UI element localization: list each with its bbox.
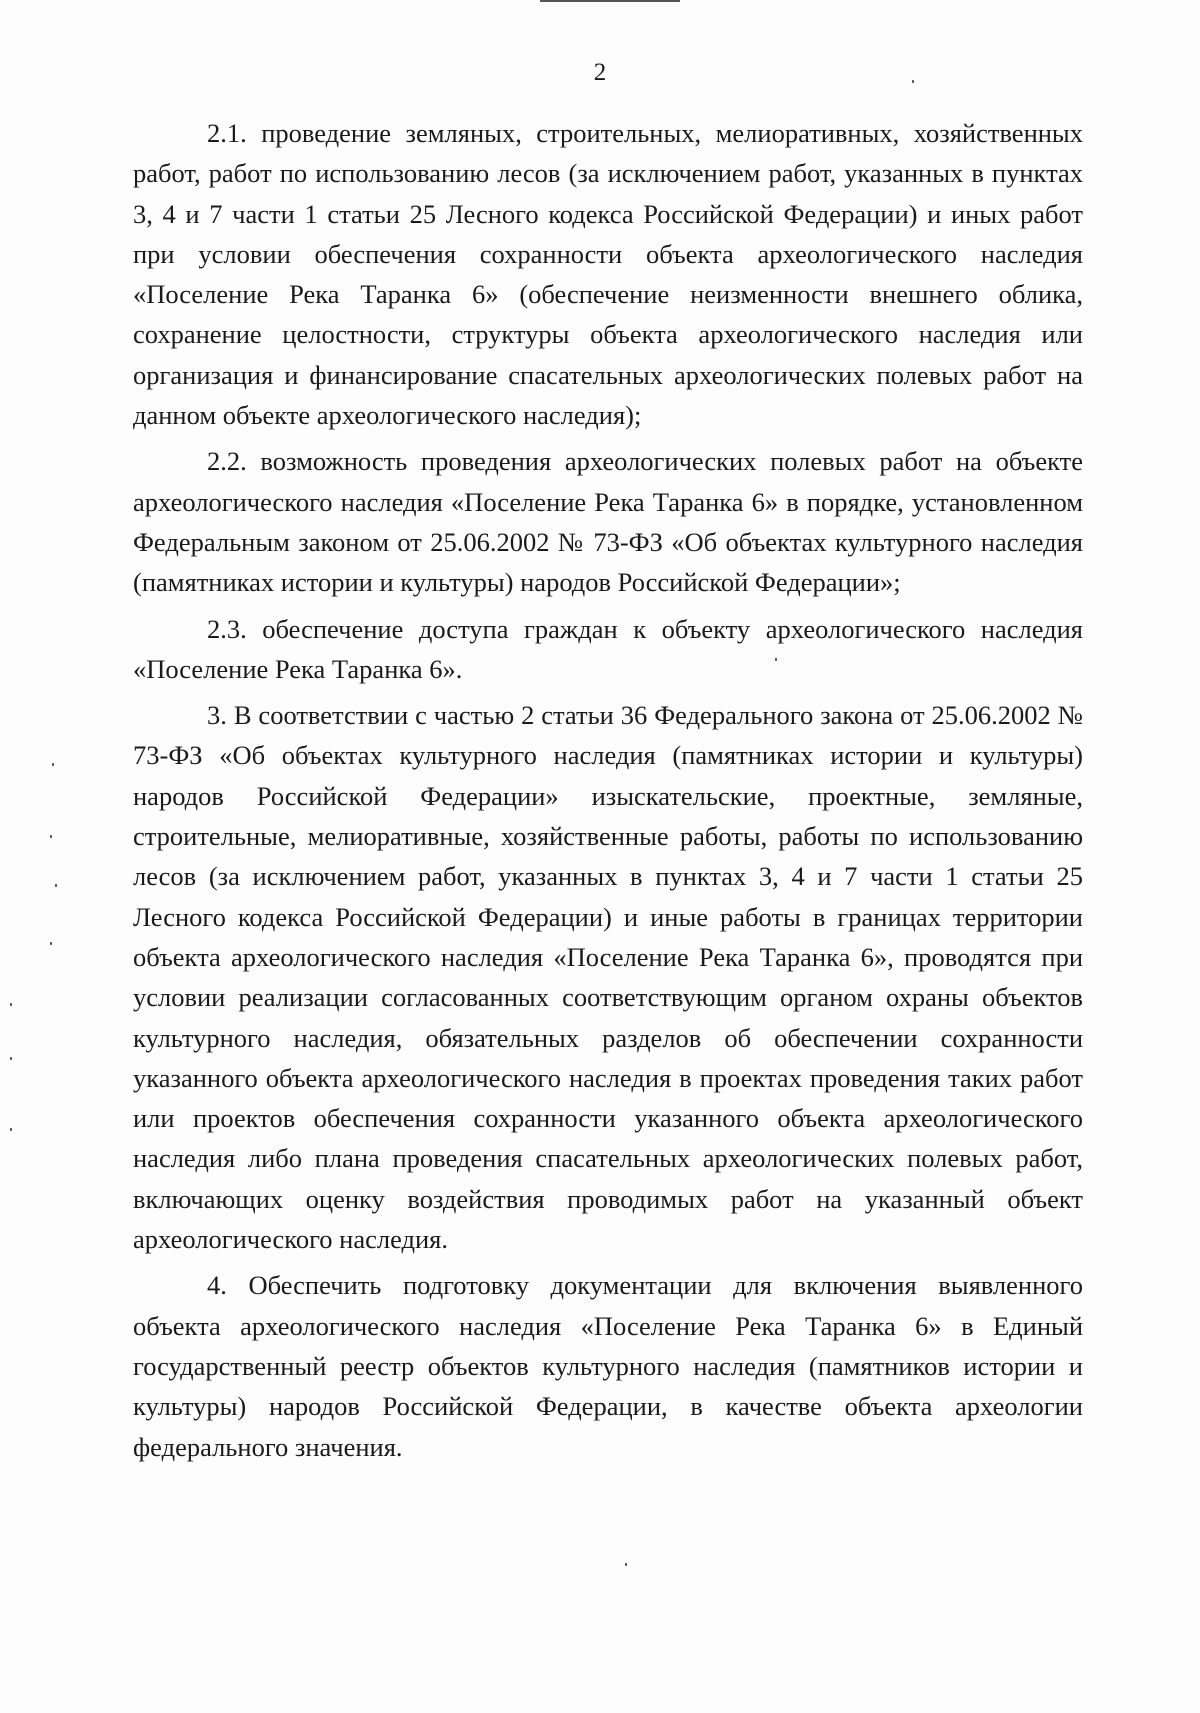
scan-speck <box>912 80 914 83</box>
scan-speck <box>625 1563 627 1566</box>
paragraph-3: 3. В соответствии с частью 2 статьи 36 Федерального закона от 25.06.2002 № 73-ФЗ «Об объектах культурного наследия (памятниках истории и культуры) народов Российской Федерации» изыскательские, проектные, земляные, строительные, мелиоративные, хозяйственные работы, работы по использованию лесов (за исключением работ, указанных в пунктах 3, 4 и 7 части 1 статьи 25 Лесного кодекса Российской Федерации) и иные работы в границах территории объекта археологического наследия «Поселение Река Таранка 6», проводятся при условии реализации согласованных соответствующим органом охраны объектов культурного наследия, обязательных разделов об обеспечении сохранности указанного объекта археологического наследия в проектах проведения таких работ или проектов обеспечения сохранности указанного объекта археологического наследия либо плана проведения спасательных археологических полевых работ, включающих оценку воздействия проводимых работ на указанный объект археологического наследия. <box>133 700 1083 1255</box>
scan-speck <box>775 658 777 661</box>
top-edge-rule <box>540 0 680 2</box>
scan-speck <box>10 1057 12 1060</box>
paragraph-2-3: 2.3. обеспечение доступа граждан к объекту археологического наследия «Поселение Река Таранка 6». <box>133 613 1083 684</box>
scan-speck <box>50 835 52 838</box>
page-number: 2 <box>593 59 607 86</box>
paragraph-4: 4. Обеспечить подготовку документации для включения выявленного объекта археологического наследия «Поселение Река Таранка 6» в Единый государственный реестр объектов культурного наследия (памятников истории и культуры) народов Российской Федерации, в качестве объекта археологии федерального значения. <box>133 1270 1083 1462</box>
scan-speck <box>55 884 57 887</box>
body-text <box>133 113 1083 1467</box>
scan-speck <box>52 763 54 766</box>
scan-speck <box>10 1003 12 1006</box>
scan-speck <box>50 942 52 945</box>
scan-speck <box>10 1128 12 1131</box>
paragraph-2-1: 2.1. проведение земляных, строительных, мелиоративных, хозяйственных работ, работ по использованию лесов (за исключением работ, указанных в пунктах 3, 4 и 7 части 1 статьи 25 Лесного кодекса Российской Федерации) и иных работ при условии обеспечения сохранности объекта археологического наследия «Поселение Река Таранка 6» (обеспечение неизменности внешнего облика, сохранение целостности, структуры объекта археологического наследия или организация и финансирование спасательных археологических полевых работ на данном объекте археологического наследия); <box>133 118 1083 431</box>
paragraph-2-2: 2.2. возможность проведения археологических полевых работ на объекте археологического наследия «Поселение Река Таранка 6» в порядке, установленном Федеральным законом от 25.06.2002 № 73-ФЗ «Об объектах культурного наследия (памятниках истории и культуры) народов Российской Федерации»; <box>133 446 1083 598</box>
